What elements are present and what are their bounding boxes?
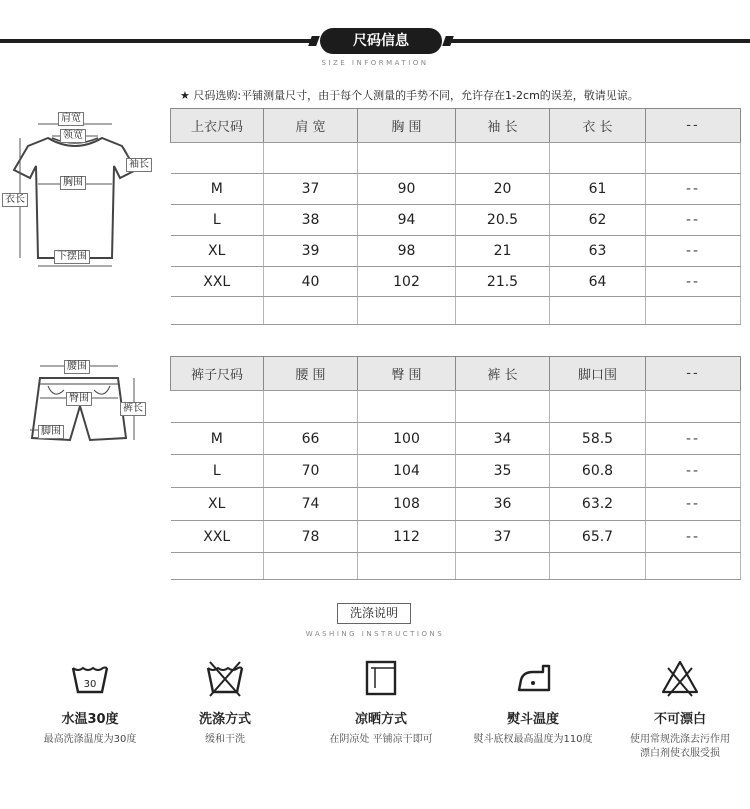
table-row <box>171 423 741 455</box>
value-cell: 36 <box>456 488 550 521</box>
value-cell: -- <box>646 236 741 267</box>
top-diagram <box>0 108 160 278</box>
value-cell: 78 <box>264 521 358 553</box>
care-desc: 最高洗涤温度为30度 <box>43 734 137 745</box>
header-waist: 腰 围 <box>264 357 358 391</box>
section-header <box>0 26 750 56</box>
care-desc <box>605 733 750 761</box>
pants-diagram <box>18 356 158 456</box>
care-title: 凉晒方式 <box>354 712 407 727</box>
value-cell: 35 <box>456 455 550 488</box>
table-row <box>171 488 741 521</box>
table-row <box>171 205 741 236</box>
care-desc: 熨斗底杈最高温度为110度 <box>473 734 593 745</box>
header-size: 裤子尺码 <box>171 357 264 391</box>
value-cell: 64 <box>550 267 646 297</box>
value-cell: 21 <box>456 236 550 267</box>
value-cell: 40 <box>264 267 358 297</box>
care-item-method <box>150 658 300 747</box>
size-cell: M <box>171 174 264 205</box>
header-length: 衣 长 <box>550 109 646 143</box>
size-cell: L <box>171 205 264 236</box>
value-cell: 63.2 <box>550 488 646 521</box>
size-note: ★ 尺码选购:平铺测量尺寸，由于每个人测量的手势不同，允许存在1-2cm的误差，敬请见谅。 <box>180 89 639 102</box>
care-item-drying <box>306 658 456 747</box>
header-rule-left <box>0 39 312 43</box>
header-sleeve: 袖 长 <box>456 109 550 143</box>
value-cell: -- <box>646 205 741 236</box>
value-cell: 62 <box>550 205 646 236</box>
header-rule-right <box>450 39 750 43</box>
washing-subtitle: WASHING INSTRUCTIONS <box>305 630 445 638</box>
value-cell: 58.5 <box>550 423 646 455</box>
value-cell: 38 <box>264 205 358 236</box>
value-cell: -- <box>646 174 741 205</box>
table-header-row <box>171 109 741 143</box>
care-desc-line: 漂白剂使衣服受损 <box>640 748 720 759</box>
size-cell: M <box>171 423 264 455</box>
iron-icon <box>513 658 553 698</box>
header-size: 上衣尺码 <box>171 109 264 143</box>
value-cell: -- <box>646 488 741 521</box>
hem-label: 下摆围 <box>54 250 90 264</box>
table-spacer-row <box>171 143 741 174</box>
wash-30-icon <box>70 658 110 698</box>
table-spacer-row <box>171 391 741 423</box>
value-cell: 37 <box>456 521 550 553</box>
table-header-row <box>171 357 741 391</box>
no-wash-icon <box>205 658 245 698</box>
value-cell: 20.5 <box>456 205 550 236</box>
length-label: 衣长 <box>2 193 28 207</box>
value-cell: 100 <box>358 423 456 455</box>
dry-flat-shade-icon <box>361 658 401 698</box>
table-row <box>171 455 741 488</box>
care-title: 不可漂白 <box>653 712 706 727</box>
neck-label: 领宽 <box>60 129 86 143</box>
size-cell: XL <box>171 488 264 521</box>
value-cell: -- <box>646 267 741 297</box>
value-cell: 108 <box>358 488 456 521</box>
value-cell: 61 <box>550 174 646 205</box>
header-pants-length: 裤 长 <box>456 357 550 391</box>
value-cell: 37 <box>264 174 358 205</box>
value-cell: 94 <box>358 205 456 236</box>
value-cell: 74 <box>264 488 358 521</box>
tub-number: 30 <box>83 679 97 690</box>
table-row <box>171 236 741 267</box>
pants-length-label: 裤长 <box>120 402 146 416</box>
value-cell: -- <box>646 423 741 455</box>
hip-label: 臀围 <box>66 392 92 406</box>
header-extra: -- <box>646 109 741 143</box>
size-cell: XXL <box>171 521 264 553</box>
value-cell: 20 <box>456 174 550 205</box>
table-spacer-row <box>171 553 741 580</box>
size-cell: XXL <box>171 267 264 297</box>
care-title: 熨斗温度 <box>506 712 559 727</box>
value-cell: 98 <box>358 236 456 267</box>
no-bleach-icon <box>660 658 700 698</box>
pants-size-table <box>170 356 741 580</box>
value-cell: 104 <box>358 455 456 488</box>
washing-title: 洗涤说明 <box>337 603 411 624</box>
care-desc: 在阴凉处 平铺凉干即可 <box>329 734 433 745</box>
leg-label: 脚围 <box>38 425 64 439</box>
care-item-ironing <box>458 658 608 747</box>
header-extra: -- <box>646 357 741 391</box>
shoulder-label: 肩宽 <box>58 112 84 126</box>
value-cell: 112 <box>358 521 456 553</box>
value-cell: 70 <box>264 455 358 488</box>
care-desc: 缓和干洗 <box>205 734 245 745</box>
value-cell: 63 <box>550 236 646 267</box>
header-leg-opening: 脚口围 <box>550 357 646 391</box>
size-cell: XL <box>171 236 264 267</box>
value-cell: 21.5 <box>456 267 550 297</box>
care-desc-line: 使用常规洗涤去污作用 <box>630 734 730 745</box>
table-row <box>171 521 741 553</box>
table-spacer-row <box>171 297 741 325</box>
value-cell: 102 <box>358 267 456 297</box>
size-cell: L <box>171 455 264 488</box>
value-cell: 39 <box>264 236 358 267</box>
section-title: 尺码信息 <box>320 28 442 54</box>
care-item-temperature <box>15 658 165 747</box>
table-row <box>171 267 741 297</box>
value-cell: -- <box>646 521 741 553</box>
waist-label: 腰围 <box>64 360 90 374</box>
value-cell: 65.7 <box>550 521 646 553</box>
sleeve-label: 袖长 <box>126 158 152 172</box>
chest-label: 胸围 <box>60 176 86 190</box>
value-cell: 60.8 <box>550 455 646 488</box>
header-chest: 胸 围 <box>358 109 456 143</box>
header-shoulder: 肩 宽 <box>264 109 358 143</box>
value-cell: 90 <box>358 174 456 205</box>
value-cell: -- <box>646 455 741 488</box>
care-item-bleach <box>605 658 750 761</box>
care-title: 洗涤方式 <box>198 712 251 727</box>
header-hip: 臀 围 <box>358 357 456 391</box>
value-cell: 66 <box>264 423 358 455</box>
section-subtitle: SIZE INFORMATION <box>321 59 429 67</box>
value-cell: 34 <box>456 423 550 455</box>
table-row <box>171 174 741 205</box>
care-title: 水温30度 <box>61 712 119 727</box>
top-size-table <box>170 108 741 325</box>
